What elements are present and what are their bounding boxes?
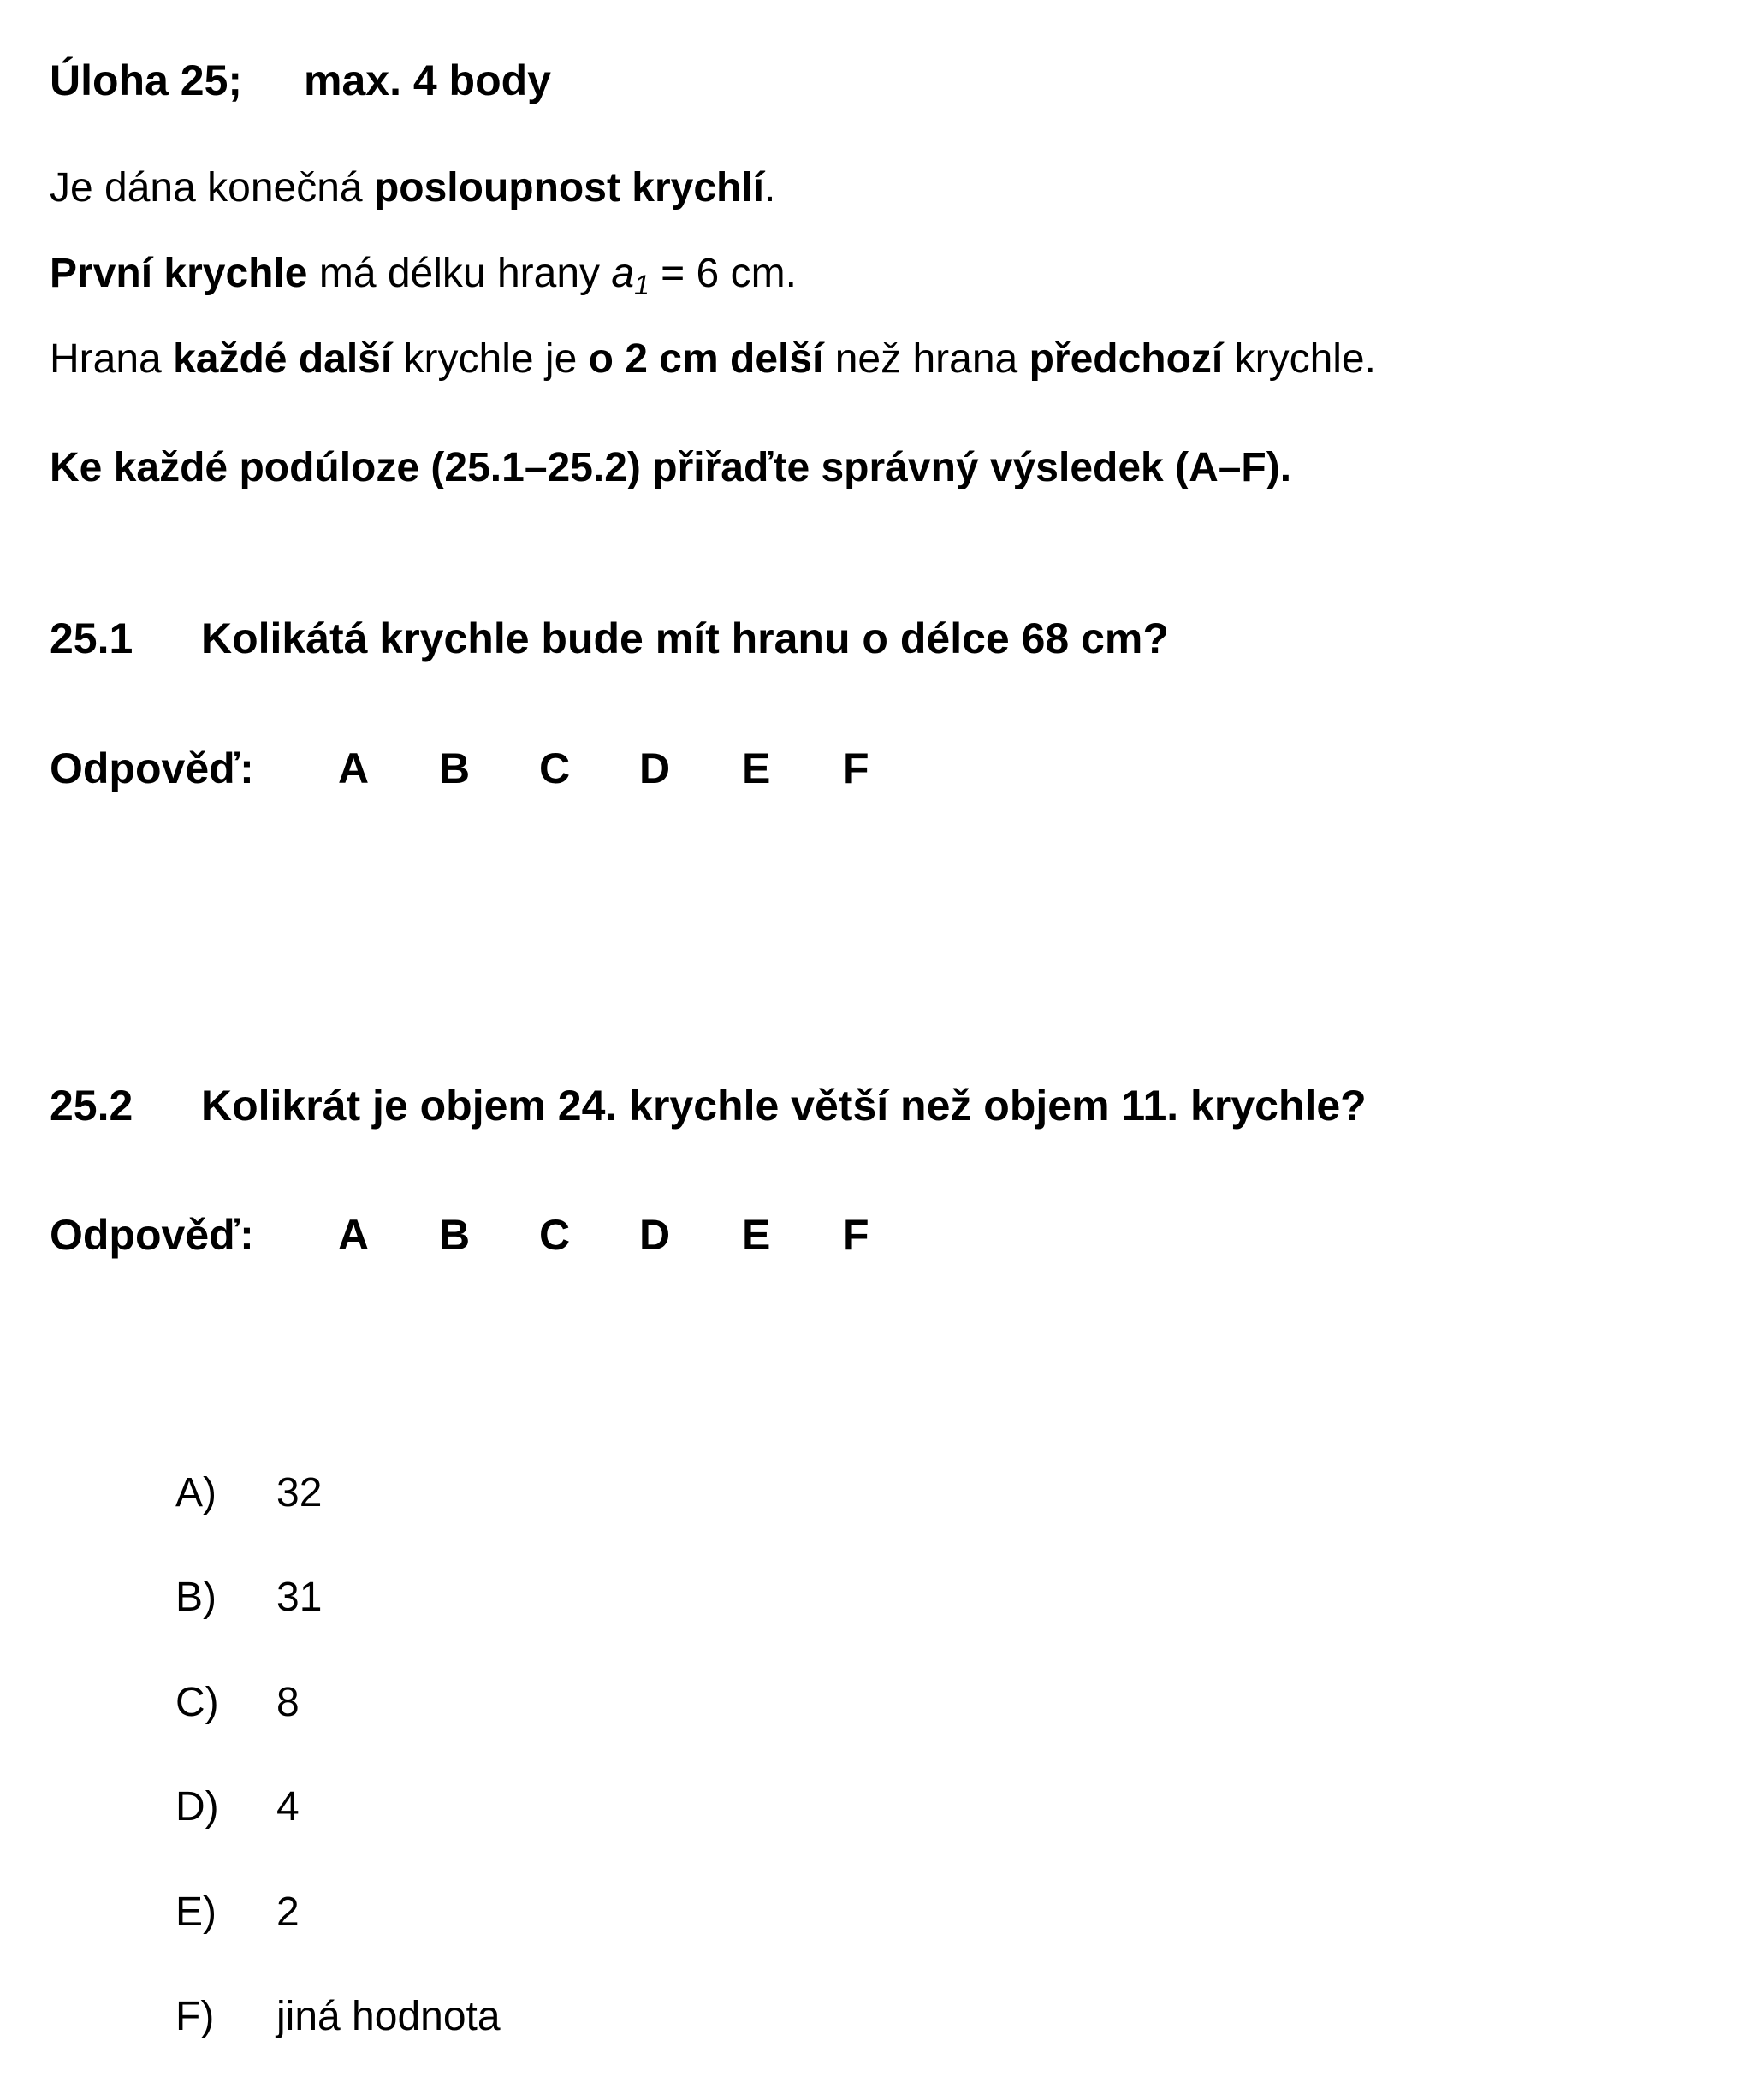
- q2-choice-e[interactable]: E: [742, 1211, 771, 1259]
- intro-text: = 6 cm.: [649, 251, 797, 296]
- intro-text: krychle.: [1223, 336, 1376, 382]
- intro-text: má délku hrany: [307, 251, 612, 296]
- option-value-c: 8: [276, 1680, 300, 1725]
- q1-choice-e[interactable]: E: [742, 744, 771, 792]
- q2-choice-d[interactable]: D: [639, 1211, 671, 1259]
- intro-text: než hrana: [823, 336, 1029, 382]
- option-label-e: E): [175, 1889, 217, 1935]
- task-number: Úloha 25;: [50, 56, 243, 104]
- option-value-a: 32: [276, 1470, 323, 1516]
- option-value-d: 4: [276, 1784, 300, 1830]
- option-value-b: 31: [276, 1575, 323, 1620]
- q2-choice-f[interactable]: F: [843, 1211, 869, 1259]
- q1-choice-c[interactable]: C: [539, 744, 571, 792]
- intro-line-3: [50, 334, 1376, 385]
- intro-emph: každé další: [173, 336, 393, 382]
- intro-emph: předchozí: [1029, 336, 1224, 382]
- q2-choice-c[interactable]: C: [539, 1211, 571, 1259]
- option-label-a: A): [175, 1470, 217, 1516]
- intro-emph: První krychle: [50, 251, 308, 296]
- q1-number: 25.1: [50, 614, 133, 662]
- instruction: Ke každé podúloze (25.1–25.2) přiřaďte správný výsledek (A–F).: [50, 445, 1292, 490]
- q2-text: Kolikrát je objem 24. krychle větší než objem 11. krychle?: [201, 1082, 1367, 1130]
- intro-text: Hrana: [50, 336, 174, 382]
- variable-subscript: 1: [634, 270, 650, 300]
- option-value-f: jiná hodnota: [276, 1994, 501, 2039]
- q1-choice-b[interactable]: B: [439, 744, 471, 792]
- option-label-c: C): [175, 1680, 219, 1725]
- q1-text: Kolikátá krychle bude mít hranu o délce 68 cm?: [201, 614, 1169, 662]
- q1-choice-a[interactable]: A: [338, 744, 370, 792]
- intro-text: Je dána konečná: [50, 165, 374, 211]
- intro-text: .: [764, 165, 776, 211]
- q2-answer-label: Odpověď:: [50, 1211, 254, 1259]
- task-points: max. 4 body: [304, 56, 551, 104]
- q2-choice-b[interactable]: B: [439, 1211, 471, 1259]
- intro-text: krychle je: [392, 336, 589, 382]
- intro-emph: o 2 cm delší: [588, 336, 824, 382]
- variable-a: a: [611, 251, 635, 296]
- option-label-f: F): [175, 1994, 215, 2039]
- option-label-b: B): [175, 1575, 217, 1620]
- q2-choice-a[interactable]: A: [338, 1211, 370, 1259]
- q1-choice-d[interactable]: D: [639, 744, 671, 792]
- intro-line-1: [50, 163, 775, 214]
- q2-number: 25.2: [50, 1082, 133, 1130]
- q1-answer-label: Odpověď:: [50, 744, 254, 792]
- option-label-d: D): [175, 1784, 219, 1830]
- intro-line-2: [50, 248, 797, 311]
- intro-emph: posloupnost krychlí: [373, 165, 765, 211]
- q1-choice-f[interactable]: F: [843, 744, 869, 792]
- option-value-e: 2: [276, 1889, 300, 1935]
